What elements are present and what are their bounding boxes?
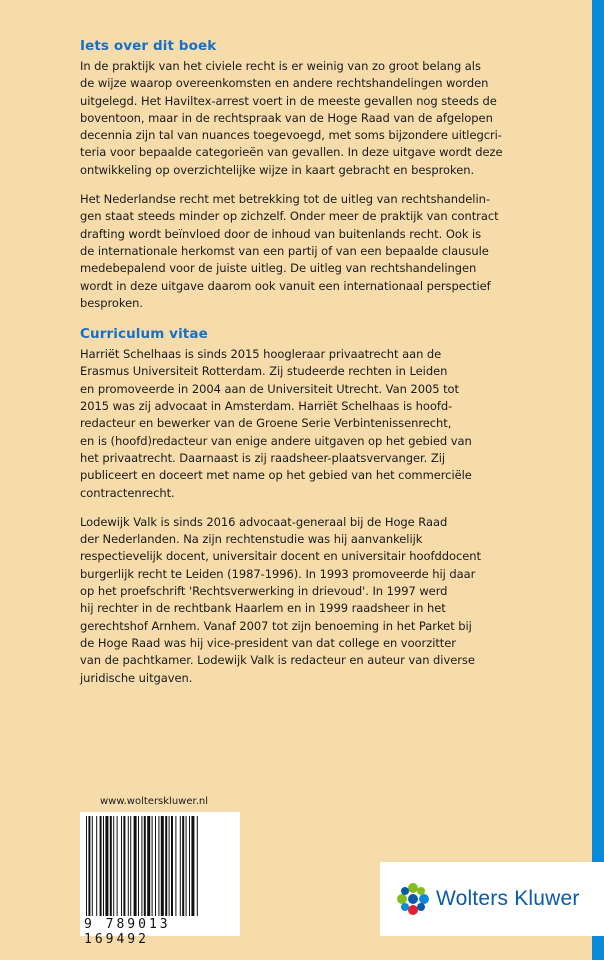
barcode-bar <box>130 816 131 916</box>
barcode-bar <box>123 816 125 916</box>
barcode-bar <box>180 816 181 916</box>
barcode-bar <box>121 816 122 916</box>
barcode-icon <box>84 816 236 916</box>
barcode-bar <box>171 816 173 916</box>
barcode-bar <box>197 816 198 916</box>
right-edge-stripe <box>592 0 604 960</box>
barcode-bar <box>191 816 194 916</box>
barcode-bar <box>169 816 170 916</box>
barcode-bar <box>134 816 137 916</box>
barcode-bar <box>155 816 156 916</box>
barcode-bar <box>175 816 176 916</box>
barcode-bar <box>100 816 102 916</box>
barcode-bar <box>86 816 87 916</box>
section-heading-about-book: Iets over dit boek <box>80 38 217 54</box>
cv-paragraph-schelhaas: Harriët Schelhaas is sinds 2015 hoogleraar privaatrecht aan de Erasmus Universiteit Rotterdam. Zij studeerde rechten in Leiden en promoveerde in 2004 aan de Universiteit Utrecht. Van 2005 tot 2015 was zij advocaat in Amsterdam. Harriët Schelhaas is hoofd- redacteur en bewerker van de Groene Serie Verbintenissenrecht, en is (hoofd)redacteur van enige andere uitgaven op het gebied van het privaatrecht. Daarnaast is zij raadsheer-plaatsvervanger. Zij publiceert en doceert met name op het gebied van het commerciële contractenrecht. <box>80 347 472 500</box>
barcode-bar <box>117 816 118 916</box>
barcode-bar <box>103 816 104 916</box>
barcode-bar <box>96 816 97 916</box>
barcode-bar <box>186 816 187 916</box>
barcode-bar <box>128 816 129 916</box>
publisher-logo-block <box>380 862 604 936</box>
barcode-bar <box>144 816 146 916</box>
about-paragraph-2: Het Nederlandse recht met betrekking tot de uitleg van rechtshandelin- gen staat steeds minder op zichzelf. Onder meer de praktijk van contract drafting wordt beïnvloed door de inhoud van buitenlands recht. Ook is de internationale herkomst van een partij of van een bepaalde clausule medebepalend voor de juiste uitleg. De uitleg van rechtshandelingen wordt in deze uitgave daarom ook vanuit een internationaal perspectief besproken. <box>80 192 499 310</box>
publisher-name: Wolters Kluwer <box>436 887 580 910</box>
barcode-bar <box>189 816 190 916</box>
barcode-bar <box>138 816 139 916</box>
isbn-barcode <box>80 812 240 947</box>
section-heading-cv: Curriculum vitae <box>80 326 208 343</box>
barcode-bar <box>147 816 150 916</box>
cv-paragraph-valk: Lodewijk Valk is sinds 2016 advocaat-generaal bij de Hoge Raad der Nederlanden. Na zijn rechtenstudie was hij aanvankelijk respectievelijk docent, universitair docent en universitair hoofddocent burgerlijk recht te Leiden (1987-1996). In 1993 promoveerde hij daar op het proefschrift 'Rechtsverwerking in drievoud'. In 1997 werd hij rechter in de rechtbank Haarlem en in 1999 raadsheer in het gerechtshof Arnhem. Vanaf 2007 tot zijn benoeming in het Parket bij de Hoge Raad was hij vice-president van dat college en voorzitter van de pachtkamer. Lodewijk Valk is redacteur en auteur van diverse juridische uitgaven. <box>80 514 481 685</box>
barcode-bar <box>141 816 142 916</box>
about-paragraph-1: In de praktijk van het civiele recht is er weinig van zo groot belang als de wijze waarop overeenkomsten en andere rechtshandelingen worden uitgelegd. Het Haviltex-arrest voert in de meeste gevallen nog steeds de boventoon, maar in de rechtspraak van de Hoge Raad van de afgelopen decennia zijn tal van nuances toegevoegd, met soms bijzondere uitlegcri- teria voor bepaalde categorieën van gevallen. In deze uitgave wordt deze ontwikkeling op overzichtelijke wijze in kaart gebracht en besproken. <box>80 59 503 177</box>
isbn-number: 9 789013 169492 <box>84 917 171 947</box>
barcode-bar <box>110 816 112 916</box>
publisher-url[interactable]: www.wolterskluwer.nl <box>100 796 208 807</box>
barcode-bar <box>105 816 108 916</box>
barcode-bar <box>182 816 184 916</box>
barcode-bar <box>92 816 93 916</box>
barcode-bar <box>88 816 90 916</box>
barcode-bar <box>158 816 159 916</box>
barcode-bar <box>165 816 167 916</box>
wolters-kluwer-logo-icon <box>396 882 430 916</box>
barcode-bar <box>161 816 164 916</box>
back-cover-text <box>80 38 560 687</box>
barcode-bar <box>152 816 153 916</box>
barcode-bar <box>113 816 114 916</box>
